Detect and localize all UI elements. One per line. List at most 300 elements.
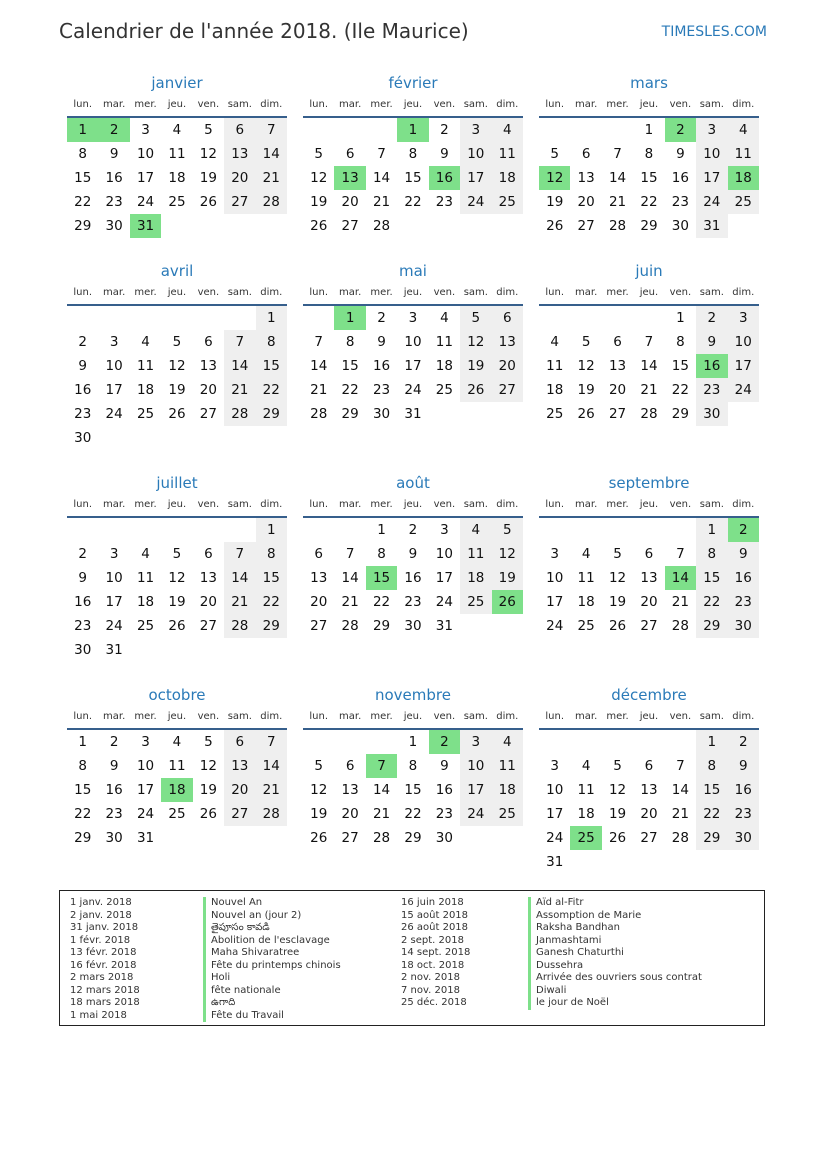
empty-cell <box>256 638 287 662</box>
brand-link[interactable]: TIMESLES.COM <box>661 24 767 40</box>
day-cell: 27 <box>577 218 595 234</box>
day-cell: 9 <box>728 754 759 778</box>
day-cell: 4 <box>581 546 591 562</box>
day-cell: 27 <box>310 618 328 634</box>
day-cell: 10 <box>105 570 123 586</box>
month-9 <box>539 472 759 638</box>
legend-entry: Nouvel An <box>203 897 341 910</box>
week-row <box>303 118 523 142</box>
holiday-day-cell: 13 <box>334 166 365 190</box>
day-cell: 21 <box>256 166 287 190</box>
day-cell: 29 <box>74 830 92 846</box>
holiday-day-cell: 12 <box>539 166 570 190</box>
day-cell: 30 <box>435 830 453 846</box>
day-cell: 15 <box>404 170 422 186</box>
holiday-legend <box>59 890 765 1026</box>
day-cell: 22 <box>404 194 422 210</box>
day-cell: 24 <box>460 190 491 214</box>
week-row <box>67 190 287 214</box>
empty-cell <box>303 518 334 542</box>
empty-cell <box>460 614 491 638</box>
week-row <box>67 638 287 662</box>
day-cell: 26 <box>577 406 595 422</box>
empty-cell <box>98 306 129 330</box>
legend-entry: Ganesh Chaturthi <box>528 947 702 960</box>
empty-cell <box>665 850 696 874</box>
day-cell: 14 <box>671 782 689 798</box>
day-cell: 20 <box>224 166 255 190</box>
day-cell: 16 <box>404 570 422 586</box>
holiday-day-cell: 18 <box>161 778 192 802</box>
day-cell: 13 <box>341 782 359 798</box>
day-cell: 31 <box>696 214 727 238</box>
day-cell: 30 <box>671 218 689 234</box>
holiday-day-cell: 1 <box>67 118 98 142</box>
empty-cell <box>492 614 523 638</box>
day-cell: 1 <box>78 734 87 750</box>
weekday-label: mer. <box>606 499 629 510</box>
day-cell: 2 <box>408 522 418 538</box>
weekday-label: dim. <box>496 711 519 722</box>
day-cell: 23 <box>435 806 453 822</box>
day-cell: 30 <box>74 430 92 446</box>
day-cell: 4 <box>440 310 449 326</box>
legend-names-left <box>203 897 341 1022</box>
day-cell: 11 <box>136 570 155 586</box>
day-cell: 2 <box>728 730 759 754</box>
day-cell: 6 <box>224 118 255 142</box>
weekday-label: dim. <box>732 99 755 110</box>
day-cell: 3 <box>440 522 449 538</box>
weekday-label: lun. <box>545 287 565 298</box>
day-cell: 12 <box>199 146 217 162</box>
weekday-label: ven. <box>669 99 692 110</box>
weekday-label: dim. <box>732 711 755 722</box>
week-row <box>303 330 523 354</box>
weekday-label: jeu. <box>167 99 187 110</box>
empty-cell <box>492 214 523 238</box>
day-cell: 9 <box>78 358 87 374</box>
day-cell: 27 <box>341 218 359 234</box>
day-cell: 22 <box>256 590 287 614</box>
day-cell: 14 <box>372 782 391 798</box>
day-cell: 6 <box>345 758 355 774</box>
weekday-label: mar. <box>339 499 362 510</box>
week-row <box>303 142 523 166</box>
weekday-label: ven. <box>433 711 456 722</box>
week-row <box>67 306 287 330</box>
legend-entry: Assomption de Marie <box>528 910 702 923</box>
day-cell: 19 <box>199 782 217 798</box>
day-cell: 21 <box>372 194 391 210</box>
week-row <box>539 118 759 142</box>
legend-entry: 1 janv. 2018 <box>70 897 132 908</box>
month-11 <box>303 684 523 850</box>
empty-cell <box>67 306 98 330</box>
day-cell: 14 <box>640 358 658 374</box>
day-cell: 26 <box>199 806 217 822</box>
weekday-label: jeu. <box>403 287 423 298</box>
week-row <box>539 166 759 190</box>
empty-cell <box>193 826 224 850</box>
day-cell: 2 <box>78 546 87 562</box>
day-cell: 15 <box>696 778 727 802</box>
day-cell: 7 <box>377 146 386 162</box>
weekday-label: sam. <box>227 711 252 722</box>
empty-cell <box>303 306 334 330</box>
weekday-label: mer. <box>134 499 157 510</box>
legend-dates-left <box>70 897 140 1022</box>
weekday-header <box>539 94 759 118</box>
day-cell: 9 <box>440 146 449 162</box>
day-cell: 26 <box>168 406 186 422</box>
day-cell: 22 <box>671 382 689 398</box>
month-1 <box>67 72 287 238</box>
weekday-label: dim. <box>732 287 755 298</box>
month-name: novembre <box>375 686 451 704</box>
empty-cell <box>193 214 224 238</box>
empty-cell <box>602 118 633 142</box>
empty-cell <box>334 518 365 542</box>
empty-cell <box>193 518 224 542</box>
week-row <box>67 118 287 142</box>
week-row <box>539 142 759 166</box>
legend-entry: 2 mars 2018 <box>70 972 134 983</box>
empty-cell <box>492 826 523 850</box>
day-cell: 22 <box>372 594 391 610</box>
day-cell: 17 <box>460 166 491 190</box>
weekday-label: mer. <box>370 499 393 510</box>
week-row <box>539 190 759 214</box>
week-row <box>303 802 523 826</box>
day-cell: 29 <box>256 614 287 638</box>
day-cell: 28 <box>224 402 255 426</box>
day-cell: 1 <box>676 310 685 326</box>
weekday-label: ven. <box>669 499 692 510</box>
day-cell: 19 <box>199 170 217 186</box>
holiday-day-cell: 2 <box>665 118 696 142</box>
day-cell: 19 <box>492 566 523 590</box>
day-cell: 17 <box>546 594 564 610</box>
legend-entry: Fête du printemps chinois <box>203 960 341 973</box>
month-name: février <box>388 74 438 92</box>
day-cell: 7 <box>676 546 685 562</box>
day-cell: 15 <box>696 566 727 590</box>
legend-entry: 13 févr. 2018 <box>70 947 137 958</box>
day-cell: 1 <box>644 122 654 138</box>
month-name: avril <box>160 262 194 280</box>
empty-cell <box>602 730 633 754</box>
day-cell: 16 <box>728 778 759 802</box>
day-cell: 8 <box>696 754 727 778</box>
day-cell: 17 <box>435 570 453 586</box>
weekday-label: ven. <box>433 99 456 110</box>
legend-entry: 16 févr. 2018 <box>70 959 137 971</box>
day-cell: 11 <box>492 142 523 166</box>
day-cell: 23 <box>105 806 123 822</box>
day-cell: 20 <box>199 382 217 398</box>
day-cell: 19 <box>546 194 564 210</box>
day-cell: 5 <box>204 122 213 138</box>
day-cell: 20 <box>492 354 523 378</box>
weekday-label: jeu. <box>403 499 423 510</box>
day-cell: 6 <box>314 546 323 562</box>
day-cell: 11 <box>577 570 595 586</box>
day-cell: 8 <box>345 334 355 350</box>
day-cell: 25 <box>435 382 453 398</box>
day-cell: 24 <box>105 618 123 634</box>
weekday-header <box>303 282 523 306</box>
day-cell: 18 <box>435 358 453 374</box>
day-cell: 2 <box>109 734 119 750</box>
weekday-label: jeu. <box>639 499 659 510</box>
weekday-label: mer. <box>370 287 393 298</box>
day-cell: 15 <box>74 170 92 186</box>
month-12 <box>539 684 759 874</box>
day-cell: 20 <box>608 382 627 398</box>
weekday-label: mar. <box>575 499 598 510</box>
day-cell: 22 <box>341 382 359 398</box>
day-cell: 28 <box>671 618 689 634</box>
week-row <box>539 778 759 802</box>
week-row <box>303 730 523 754</box>
holiday-day-cell: 26 <box>492 590 523 614</box>
weekday-label: jeu. <box>167 499 187 510</box>
day-cell: 6 <box>345 146 355 162</box>
day-cell: 5 <box>613 758 622 774</box>
week-row <box>67 802 287 826</box>
empty-cell <box>728 214 759 238</box>
month-name: janvier <box>151 74 203 92</box>
week-row <box>67 330 287 354</box>
day-cell: 16 <box>74 382 92 398</box>
weekday-label: ven. <box>197 287 220 298</box>
day-cell: 11 <box>435 334 453 350</box>
weekday-label: lun. <box>309 99 329 110</box>
day-cell: 8 <box>377 546 386 562</box>
day-cell: 27 <box>199 406 217 422</box>
weekday-label: lun. <box>309 711 329 722</box>
day-cell: 10 <box>696 142 727 166</box>
week-row <box>67 354 287 378</box>
weekday-label: lun. <box>545 499 565 510</box>
weekday-label: mer. <box>606 287 629 298</box>
weekday-label: sam. <box>699 711 724 722</box>
month-name: septembre <box>608 474 690 492</box>
weekday-label: mar. <box>103 499 126 510</box>
weekday-label: ven. <box>433 287 456 298</box>
week-row <box>303 378 523 402</box>
day-cell: 24 <box>460 802 491 826</box>
day-cell: 29 <box>640 218 658 234</box>
empty-cell <box>728 402 759 426</box>
day-cell: 15 <box>404 782 422 798</box>
week-row <box>539 826 759 850</box>
day-cell: 8 <box>78 758 87 774</box>
day-cell: 17 <box>105 382 123 398</box>
week-row <box>539 330 759 354</box>
legend-entry: Holi <box>203 972 341 985</box>
empty-cell <box>224 826 255 850</box>
empty-cell <box>224 306 255 330</box>
day-cell: 17 <box>546 806 564 822</box>
day-cell: 28 <box>256 190 287 214</box>
day-cell: 7 <box>613 146 622 162</box>
empty-cell <box>161 306 192 330</box>
week-row <box>539 850 759 874</box>
day-cell: 5 <box>492 518 523 542</box>
month-10 <box>67 684 287 850</box>
day-cell: 19 <box>310 194 328 210</box>
day-cell: 14 <box>224 354 255 378</box>
week-row <box>303 542 523 566</box>
day-cell: 5 <box>581 334 591 350</box>
day-cell: 31 <box>546 854 564 870</box>
weekday-label: sam. <box>699 99 724 110</box>
day-cell: 3 <box>141 122 150 138</box>
empty-cell <box>130 306 161 330</box>
day-cell: 10 <box>404 334 422 350</box>
day-cell: 11 <box>168 758 186 774</box>
day-cell: 21 <box>640 382 658 398</box>
day-cell: 7 <box>314 334 323 350</box>
day-cell: 6 <box>581 146 591 162</box>
day-cell: 27 <box>640 618 658 634</box>
day-cell: 23 <box>671 194 689 210</box>
day-cell: 23 <box>105 194 123 210</box>
legend-entry: 15 août 2018 <box>401 909 469 921</box>
weekday-label: dim. <box>260 287 283 298</box>
day-cell: 13 <box>224 142 255 166</box>
day-cell: 20 <box>341 194 359 210</box>
day-cell: 4 <box>141 334 150 350</box>
day-cell: 21 <box>671 594 689 610</box>
day-cell: 9 <box>728 542 759 566</box>
empty-cell <box>602 850 633 874</box>
legend-entry: Nouvel an (jour 2) <box>203 910 341 923</box>
day-cell: 8 <box>676 334 685 350</box>
week-row <box>67 402 287 426</box>
empty-cell <box>224 518 255 542</box>
day-cell: 7 <box>676 758 685 774</box>
day-cell: 24 <box>136 194 155 210</box>
week-row <box>67 142 287 166</box>
empty-cell <box>256 426 287 450</box>
day-cell: 14 <box>256 142 287 166</box>
weekday-label: lun. <box>73 99 93 110</box>
empty-cell <box>633 730 664 754</box>
empty-cell <box>665 730 696 754</box>
weekday-header <box>303 494 523 518</box>
legend-entry: 7 nov. 2018 <box>401 984 460 996</box>
weekday-label: dim. <box>732 499 755 510</box>
week-row <box>539 754 759 778</box>
day-cell: 25 <box>546 406 564 422</box>
weekday-label: mar. <box>103 711 126 722</box>
weekday-label: sam. <box>463 287 488 298</box>
week-row <box>539 518 759 542</box>
week-row <box>539 542 759 566</box>
day-cell: 18 <box>168 170 186 186</box>
day-cell: 6 <box>644 758 654 774</box>
day-cell: 30 <box>372 406 391 422</box>
empty-cell <box>570 518 601 542</box>
day-cell: 8 <box>696 542 727 566</box>
weekday-label: sam. <box>227 99 252 110</box>
day-cell: 1 <box>696 518 727 542</box>
empty-cell <box>303 730 334 754</box>
day-cell: 5 <box>460 306 491 330</box>
day-cell: 28 <box>224 614 255 638</box>
weekday-label: dim. <box>496 499 519 510</box>
month-name: octobre <box>148 686 206 704</box>
week-row <box>67 426 287 450</box>
weekday-label: lun. <box>309 499 329 510</box>
day-cell: 7 <box>644 334 654 350</box>
day-cell: 9 <box>109 146 119 162</box>
weekday-header <box>303 706 523 730</box>
week-row <box>303 190 523 214</box>
weekday-label: mar. <box>339 99 362 110</box>
day-cell: 19 <box>608 806 627 822</box>
week-row <box>539 214 759 238</box>
day-cell: 9 <box>408 546 418 562</box>
day-cell: 30 <box>696 402 727 426</box>
month-name: août <box>396 474 430 492</box>
day-cell: 3 <box>460 730 491 754</box>
weekday-label: mar. <box>575 711 598 722</box>
weekday-label: mar. <box>575 287 598 298</box>
day-cell: 25 <box>728 190 759 214</box>
day-cell: 10 <box>460 754 491 778</box>
day-cell: 28 <box>640 406 658 422</box>
day-cell: 8 <box>408 758 418 774</box>
month-name: juillet <box>156 474 198 492</box>
empty-cell <box>67 518 98 542</box>
day-cell: 24 <box>136 806 155 822</box>
weekday-label: jeu. <box>403 711 423 722</box>
day-cell: 28 <box>671 830 689 846</box>
day-cell: 5 <box>613 546 622 562</box>
day-cell: 30 <box>105 830 123 846</box>
month-name: mars <box>630 74 668 92</box>
weekday-label: ven. <box>669 711 692 722</box>
day-cell: 21 <box>310 382 328 398</box>
empty-cell <box>492 402 523 426</box>
month-name: juin <box>635 262 663 280</box>
empty-cell <box>429 402 460 426</box>
legend-entry: 25 déc. 2018 <box>401 997 467 1008</box>
day-cell: 27 <box>224 190 255 214</box>
day-cell: 19 <box>577 382 595 398</box>
week-row <box>539 590 759 614</box>
legend-entry: 14 sept. 2018 <box>401 947 471 958</box>
day-cell: 13 <box>310 570 328 586</box>
week-row <box>539 354 759 378</box>
week-row <box>303 826 523 850</box>
week-row <box>303 306 523 330</box>
week-row <box>67 590 287 614</box>
day-cell: 13 <box>199 570 217 586</box>
month-2 <box>303 72 523 238</box>
day-cell: 23 <box>404 594 422 610</box>
day-cell: 22 <box>696 590 727 614</box>
weekday-label: ven. <box>197 711 220 722</box>
empty-cell <box>161 638 192 662</box>
day-cell: 3 <box>460 118 491 142</box>
day-cell: 18 <box>492 166 523 190</box>
day-cell: 25 <box>136 406 155 422</box>
